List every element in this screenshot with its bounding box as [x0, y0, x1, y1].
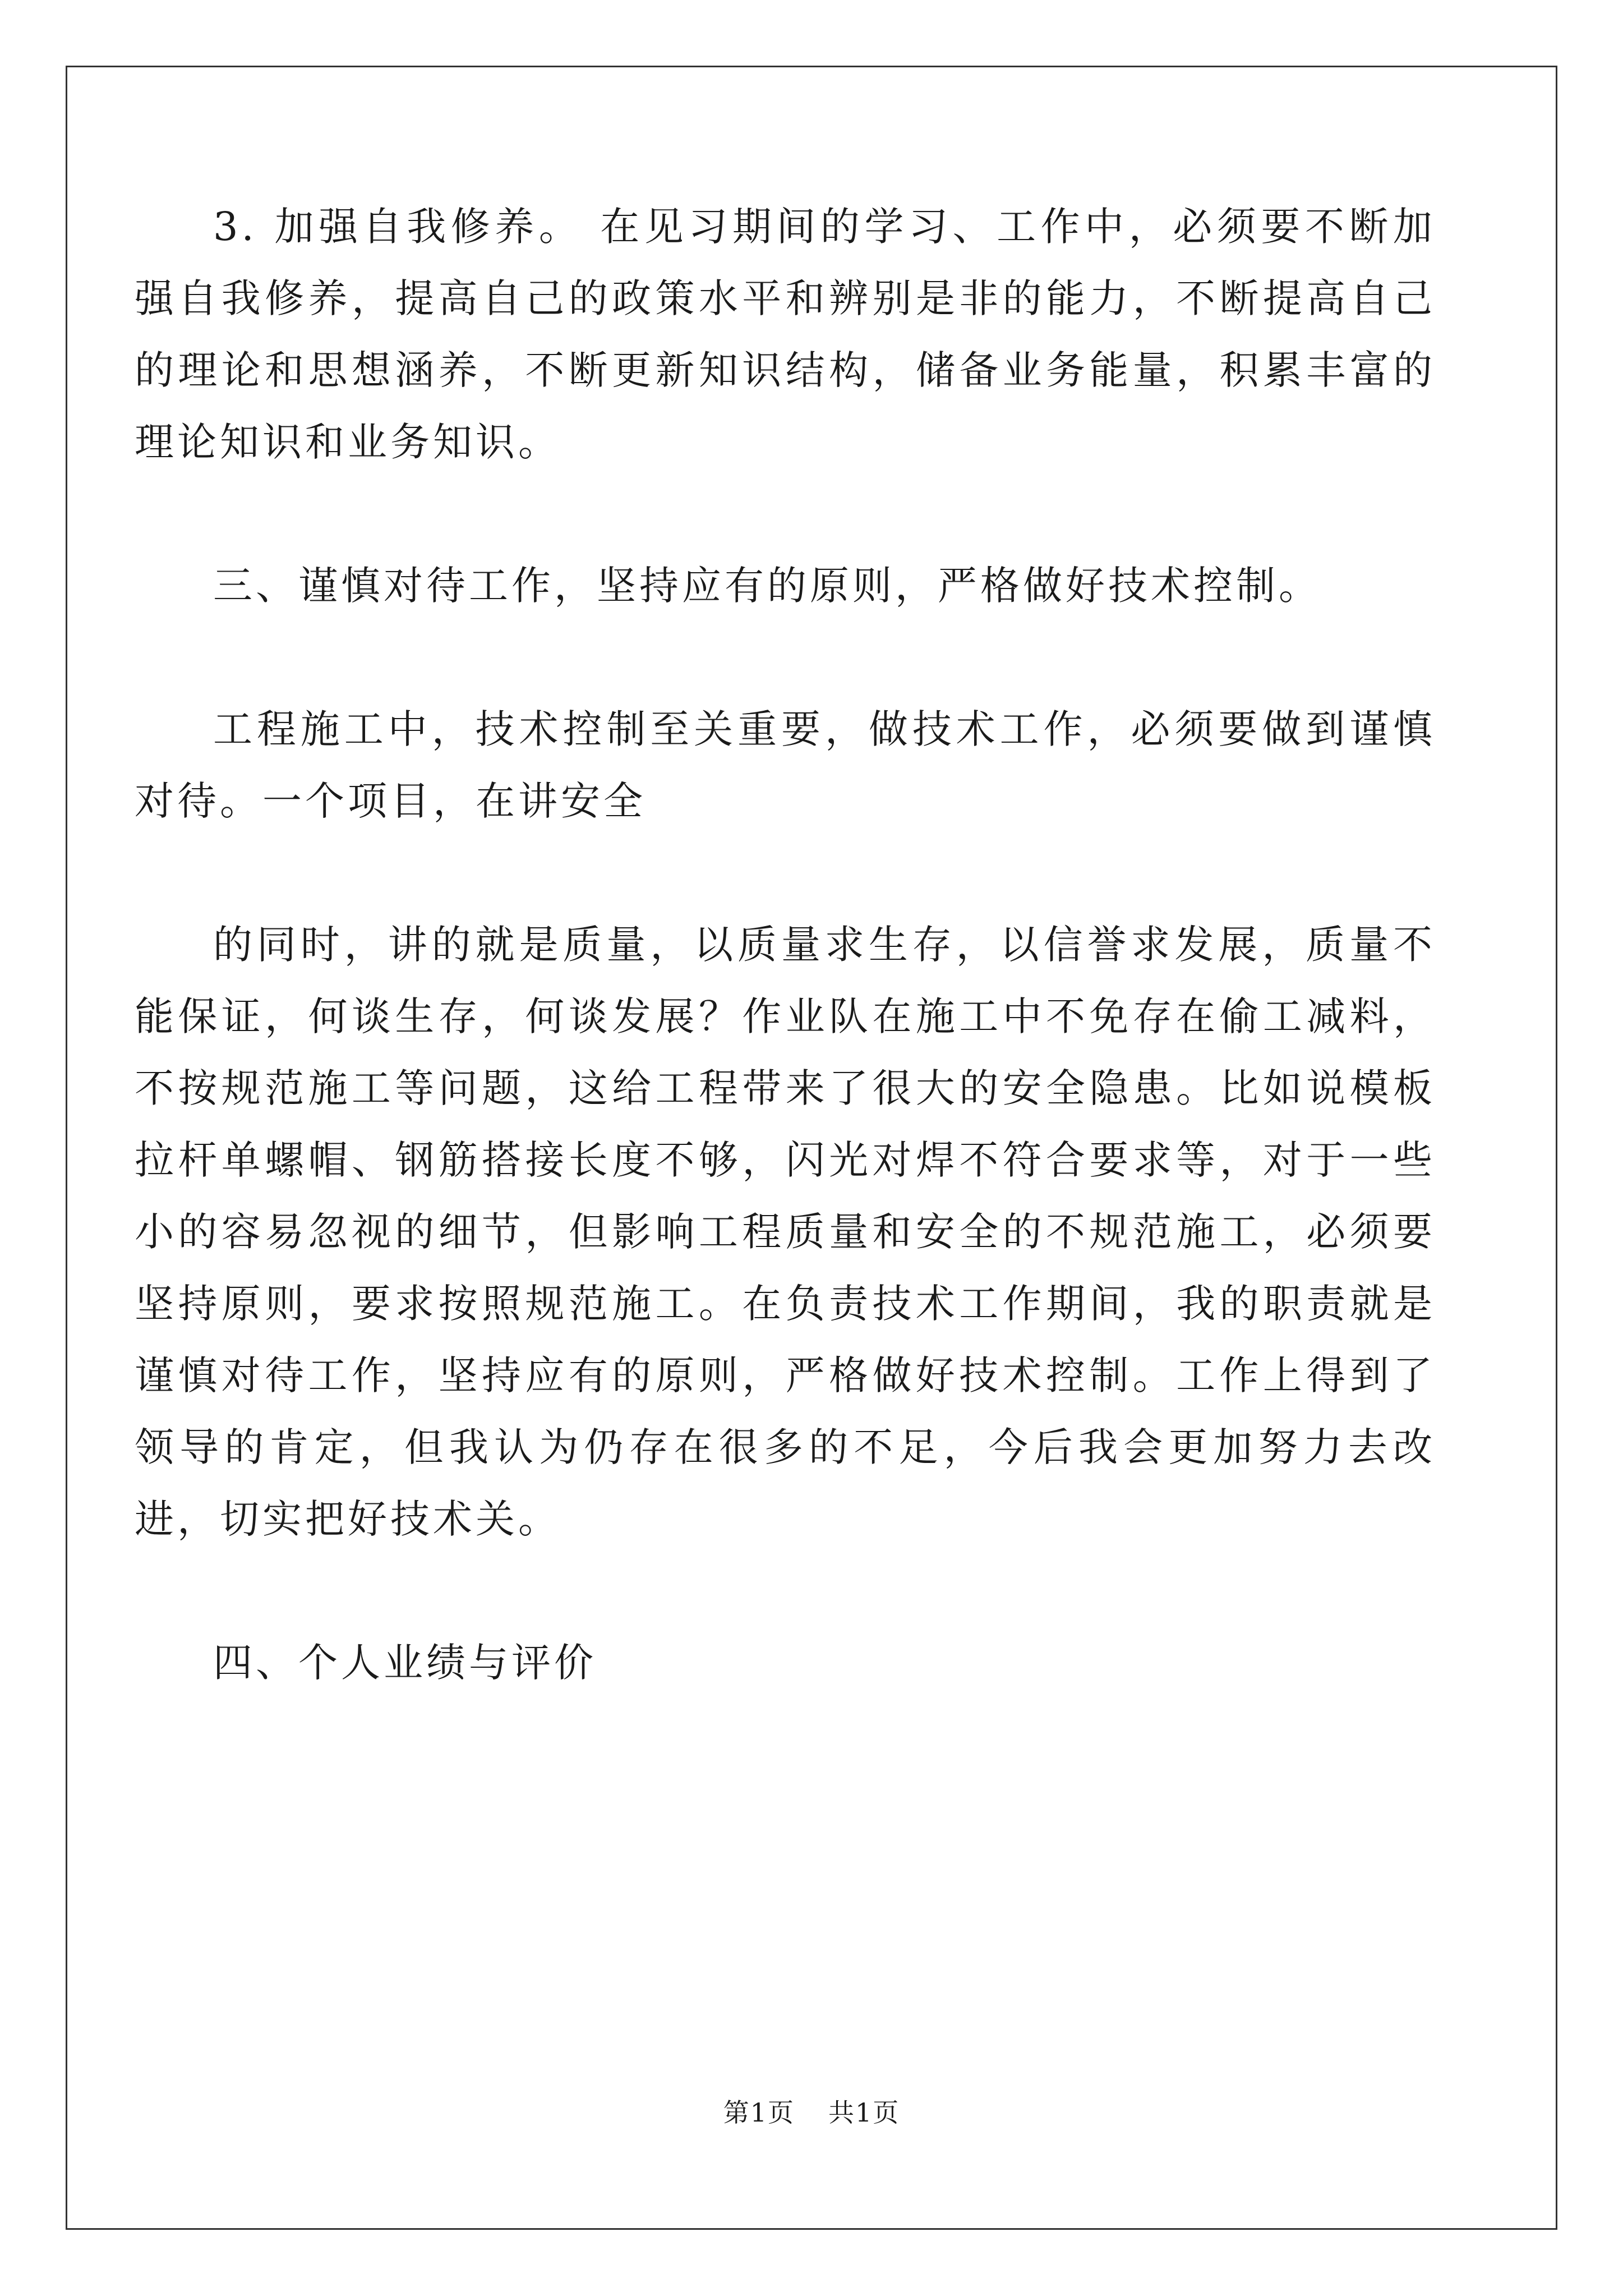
paragraph-technical-control: 工程施工中，技术控制至关重要，做技术工作，必须要做到谨慎对待。一个项目，在讲安全 — [135, 706, 1436, 824]
paragraph-self-cultivation: 3. 加强自我修养。 在见习期间的学习、工作中，必须要不断加强自我修养，提高自己的政策水平和辨别是非的能力，不断提高自己的理论和思想涵养，不断更新知识结构，储备业务能量，积累丰富的理论知识和业务知识。 — [135, 204, 1436, 465]
page-footer — [0, 2092, 1623, 2129]
section-heading-three: 三、谨慎对待工作，坚持应有的原则，严格做好技术控制。 — [213, 563, 1321, 609]
page-number: 第1页 — [723, 2097, 795, 2128]
section-heading-four: 四、个人业绩与评价 — [213, 1640, 597, 1686]
document-body — [135, 191, 1436, 1770]
paragraph-quality: 的同时，讲的就是质量，以质量求生存，以信誉求发展，质量不能保证，何谈生存，何谈发展？作业队在施工中不免存在偷工减料，不按规范施工等问题，这给工程带来了很大的安全隐患。比如说模板拉杆单螺帽、钢筋搭接长度不够，闪光对焊不符合要求等，对于一些小的容易忽视的细节，但影响工程质量和安全的不规范施工，必须要坚持原则，要求按照规范施工。在负责技术工作期间，我的职责就是谨慎对待工作，坚持应有的原则，严格做好技术控制。工作上得到了领导的肯定，但我认为仍存在很多的不足，今后我会更加努力去改进，切实把好技术关。 — [135, 922, 1436, 1542]
page-total: 共1页 — [828, 2097, 900, 2128]
